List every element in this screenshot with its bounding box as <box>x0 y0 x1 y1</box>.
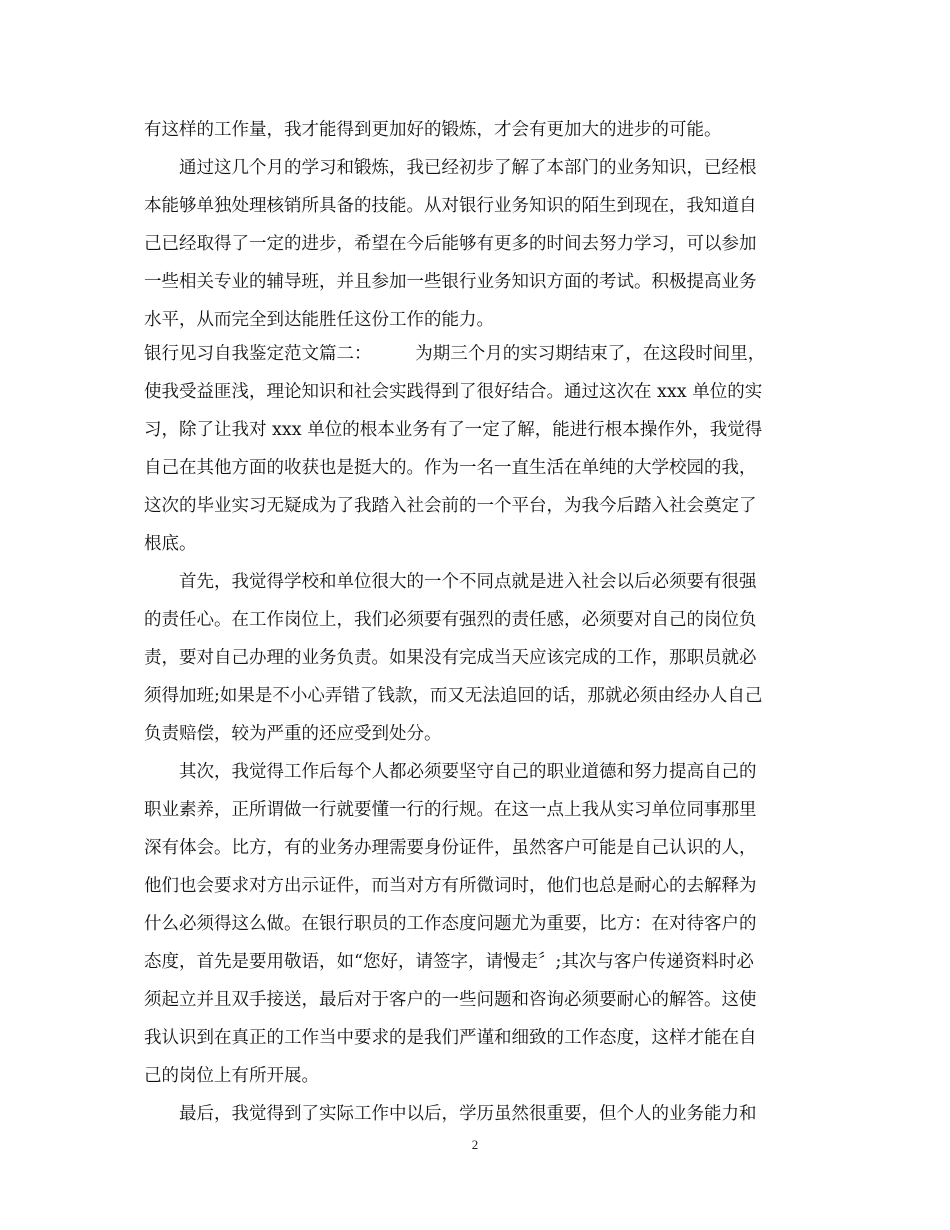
section-heading-line: 银行见习自我鉴定范文篇二： 为期三个月的实习期结束了，在这段时间里， <box>144 344 766 364</box>
text-line: 须起立并且双手接送，最后对于客户的一些问题和咨询必须要耐心的解答。这使 <box>144 990 757 1010</box>
text-line: 须得加班;如果是不小心弄错了钱款，而又无法追回的话，那就必须由经办人自己 <box>144 686 763 706</box>
text-line: 一些相关专业的辅导班，并且参加一些银行业务知识方面的考试。积极提高业务 <box>144 272 757 292</box>
text-line: 水平，从而完全到达能胜任这份工作的能力。 <box>144 310 494 330</box>
text-line: 自己在其他方面的收获也是挺大的。作为一名一直生活在单纯的大学校园的我， <box>144 458 757 478</box>
text-line: 最后，我觉得到了实际工作中以后，学历虽然很重要，但个人的业务能力和 <box>144 1104 757 1124</box>
text-line: 根底。 <box>144 534 197 554</box>
text-line: 习，除了让我对 xxx 单位的根本业务有了一定了解，能进行根本操作外，我觉得 <box>144 420 763 440</box>
page-number: 2 <box>471 1137 479 1152</box>
text-line: 什么必须得这么做。在银行职员的工作态度问题尤为重要，比方：在对待客户的 <box>144 914 757 934</box>
text-line: 我认识到在真正的工作当中要求的是我们严谨和细致的工作态度，这样才能在自 <box>144 1028 757 1048</box>
text-line: 首先，我觉得学校和单位很大的一个不同点就是进入社会以后必须要有很强 <box>144 572 757 592</box>
text-line: 己已经取得了一定的进步，希望在今后能够有更多的时间去努力学习，可以参加 <box>144 234 757 254</box>
text-line: 使我受益匪浅，理论知识和社会实践得到了很好结合。通过这次在 xxx 单位的实 <box>144 382 763 402</box>
text-line: 的责任心。在工作岗位上，我们必须要有强烈的责任感，必须要对自己的岗位负 <box>144 610 757 630</box>
text-line: 深有体会。比方，有的业务办理需要身份证件，虽然客户可能是自己认识的人， <box>144 838 757 858</box>
text-line: 其次，我觉得工作后每个人都必须要坚守自己的职业道德和努力提高自己的 <box>144 762 757 782</box>
text-line: 态度，首先是要用敬语，如“您好，请签字，请慢走〞;其次与客户传递资料时必 <box>144 952 754 972</box>
text-line: 职业素养，正所谓做一行就要懂一行的行规。在这一点上我从实习单位同事那里 <box>144 800 757 820</box>
text-line: 他们也会要求对方出示证件，而当对方有所微词时，他们也总是耐心的去解释为 <box>144 876 757 896</box>
text-line: 有这样的工作量，我才能得到更加好的锻炼，才会有更加大的进步的可能。 <box>144 120 722 140</box>
text-line: 负责赔偿，较为严重的还应受到处分。 <box>144 724 442 744</box>
text-line: 责，要对自己办理的业务负责。如果没有完成当天应该完成的工作，那职员就必 <box>144 648 757 668</box>
text-line: 本能够单独处理核销所具备的技能。从对银行业务知识的陌生到现在，我知道自 <box>144 196 757 216</box>
text-line: 这次的毕业实习无疑成为了我踏入社会前的一个平台，为我今后踏入社会奠定了 <box>144 496 757 516</box>
text-line: 通过这几个月的学习和锻炼，我已经初步了解了本部门的业务知识，已经根 <box>144 158 757 178</box>
text-line: 己的岗位上有所开展。 <box>144 1066 319 1086</box>
